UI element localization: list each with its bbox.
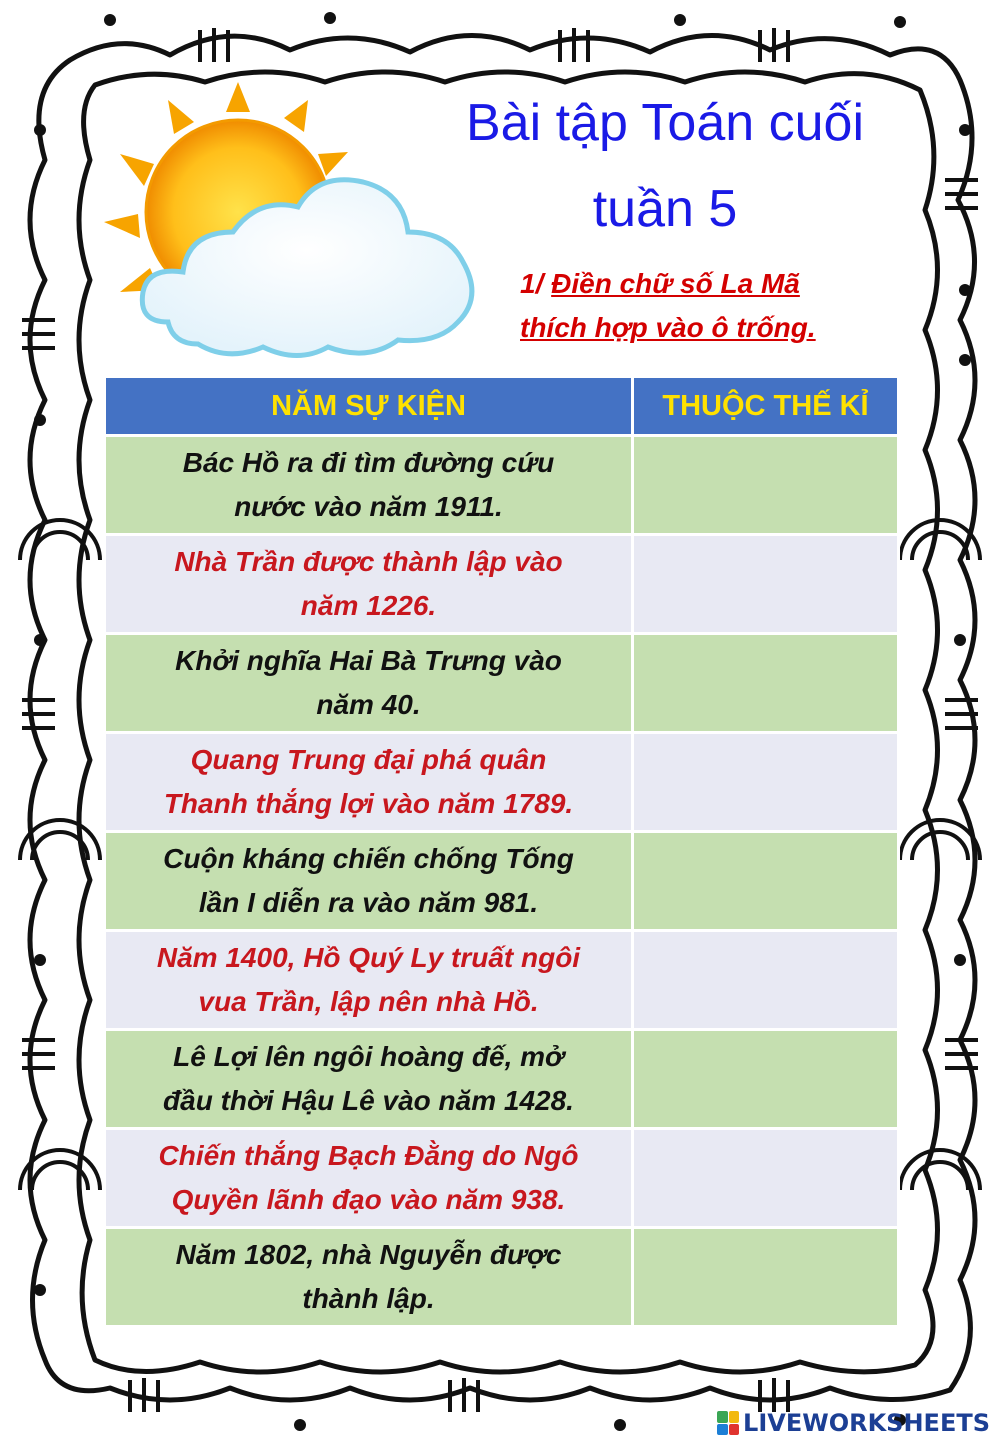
event-cell bbox=[105, 634, 633, 733]
liveworksheets-logo-icon bbox=[717, 1411, 739, 1435]
table-row bbox=[105, 1129, 899, 1228]
liveworksheets-watermark[interactable] bbox=[717, 1409, 990, 1437]
event-text-line1: Lê Lợi lên ngôi hoàng đế, mở bbox=[173, 1041, 564, 1072]
event-text-line2: đầu thời Hậu Lê vào năm 1428. bbox=[163, 1085, 574, 1116]
event-text-line2: thành lập. bbox=[302, 1283, 435, 1314]
header-century: THUỘC THẾ KỈ bbox=[633, 377, 899, 436]
event-cell bbox=[105, 1030, 633, 1129]
event-cell bbox=[105, 1129, 633, 1228]
table-row bbox=[105, 832, 899, 931]
event-text-line2: lần I diễn ra vào năm 981. bbox=[198, 887, 539, 918]
event-cell bbox=[105, 832, 633, 931]
event-text-line2: năm 1226. bbox=[300, 590, 437, 621]
event-cell bbox=[105, 535, 633, 634]
table-header-row bbox=[105, 377, 899, 436]
table-row bbox=[105, 1030, 899, 1129]
event-cell bbox=[105, 931, 633, 1030]
table-row bbox=[105, 931, 899, 1030]
events-table bbox=[103, 375, 900, 1328]
table-row bbox=[105, 1228, 899, 1327]
event-text-line1: Năm 1802, nhà Nguyễn được bbox=[175, 1239, 562, 1270]
instruction-text-part1: Điền chữ số La Mã bbox=[551, 268, 800, 299]
event-text-line1: Cuộn kháng chiến chống Tống bbox=[163, 843, 574, 874]
century-answer-box[interactable] bbox=[633, 535, 899, 634]
event-cell bbox=[105, 733, 633, 832]
event-text-line2: vua Trần, lập nên nhà Hồ. bbox=[198, 986, 539, 1017]
event-cell bbox=[105, 436, 633, 535]
instruction-line2 bbox=[520, 306, 880, 350]
century-answer-box[interactable] bbox=[633, 634, 899, 733]
instruction-line1 bbox=[520, 262, 880, 306]
event-text-line2: Thanh thắng lợi vào năm 1789. bbox=[163, 788, 574, 819]
century-answer-box[interactable] bbox=[633, 436, 899, 535]
event-text-line1: Chiến thắng Bạch Đằng do Ngô bbox=[158, 1140, 579, 1171]
event-text-line2: nước vào năm 1911. bbox=[234, 491, 503, 522]
event-cell bbox=[105, 1228, 633, 1327]
event-text-line1: Bác Hồ ra đi tìm đường cứu bbox=[182, 447, 555, 478]
event-text-line1: Quang Trung đại phá quân bbox=[190, 744, 547, 775]
event-text-line1: Nhà Trần được thành lập vào bbox=[174, 546, 563, 577]
century-answer-box[interactable] bbox=[633, 733, 899, 832]
table-row bbox=[105, 436, 899, 535]
event-text-line1: Năm 1400, Hồ Quý Ly truất ngôi bbox=[156, 942, 581, 973]
event-text-line1: Khởi nghĩa Hai Bà Trưng vào bbox=[175, 645, 562, 676]
header-event: NĂM SỰ KIỆN bbox=[105, 377, 633, 436]
page-title-line1: Bài tập Toán cuối bbox=[466, 94, 864, 152]
table-row bbox=[105, 733, 899, 832]
instruction-text-part2: thích hợp vào ô trống. bbox=[520, 312, 816, 343]
event-text-line2: năm 40. bbox=[316, 689, 421, 720]
page-title-line2: tuần 5 bbox=[592, 180, 738, 238]
table-row bbox=[105, 634, 899, 733]
century-answer-box[interactable] bbox=[633, 832, 899, 931]
watermark-text: LIVEWORKSHEETS bbox=[743, 1409, 990, 1437]
instruction-number: 1/ bbox=[520, 268, 544, 299]
century-answer-box[interactable] bbox=[633, 931, 899, 1030]
century-answer-box[interactable] bbox=[633, 1228, 899, 1327]
event-text-line2: Quyền lãnh đạo vào năm 938. bbox=[171, 1184, 566, 1215]
century-answer-box[interactable] bbox=[633, 1129, 899, 1228]
century-answer-box[interactable] bbox=[633, 1030, 899, 1129]
table-row bbox=[105, 535, 899, 634]
